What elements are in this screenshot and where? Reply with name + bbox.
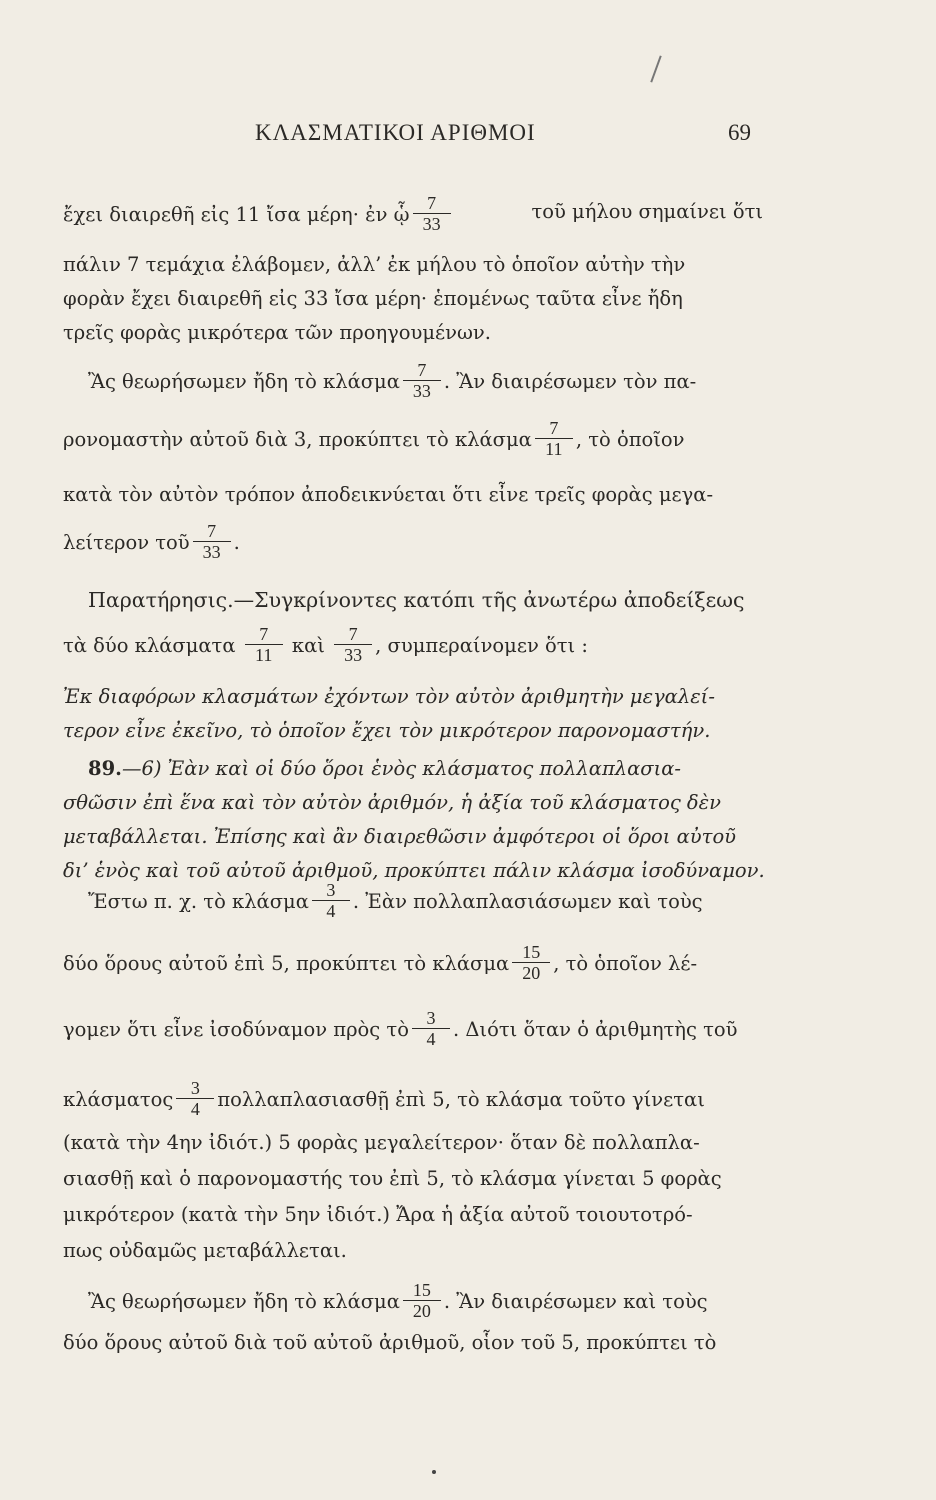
fraction: $\frac{7}{33}$ xyxy=(403,360,441,401)
fraction: $\frac{3}{4}$ xyxy=(176,1078,214,1119)
text-line: Παρατήρησις.—Συγκρίνοντες κατόπι τῆς ἀνωτέρω ἀποδείξεως xyxy=(88,588,745,612)
fraction: $\frac{3}{4}$ xyxy=(412,1008,450,1049)
text-line: κλάσματος $\frac{3}{4}$ πολλαπλασιασθῇ ἐπὶ 5, τὸ κλάσμα τοῦτο γίνεται xyxy=(63,1078,705,1119)
text-line: τὰ δύο κλάσματα $\frac{7}{11}$ καὶ $\frac{7}{33}$ , συμπεραίνομεν ὅτι : xyxy=(63,624,588,665)
text-line: λείτερον τοῦ $\frac{7}{33}$ . xyxy=(63,521,240,562)
text-line: 89.—6) Ἐὰν καὶ οἱ δύο ὅροι ἑνὸς κλάσματος πολλαπλασια- xyxy=(88,757,682,780)
page-number: 69 xyxy=(728,120,751,145)
fraction: $\frac{3}{4}$ xyxy=(312,880,350,921)
text-line: μεταβάλλεται. Ἐπίσης καὶ ἂν διαιρεθῶσιν ἀμφότεροι οἱ ὅροι αὐτοῦ xyxy=(63,825,737,848)
text-line: Ἂς θεωρήσωμεν ἤδη τὸ κλάσμα $\frac{7}{33}$ . Ἂν διαιρέσωμεν τὸν πα- xyxy=(88,360,697,401)
text-line: κατὰ τὸν αὐτὸν τρόπον ἀποδεικνύεται ὅτι εἶνε τρεῖς φορὰς μεγα- xyxy=(63,483,714,506)
section-number: 89. xyxy=(88,757,122,780)
running-header xyxy=(0,120,936,152)
text-line: ρονομαστὴν αὐτοῦ διὰ 3, προκύπτει τὸ κλάσμα $\frac{7}{11}$ , τὸ ὁποῖον xyxy=(63,418,685,459)
pencil-mark xyxy=(650,56,661,83)
fraction: $\frac{7}{33}$ xyxy=(193,521,231,562)
text-line: δι’ ἑνὸς καὶ τοῦ αὐτοῦ ἀριθμοῦ, προκύπτει πάλιν κλάσμα ἰσοδύναμον. xyxy=(63,859,765,882)
text-line: Ἂς θεωρήσωμεν ἤδη τὸ κλάσμα $\frac{15}{20}$ . Ἂν διαιρέσωμεν καὶ τοὺς xyxy=(88,1280,708,1321)
text-line: πως οὐδαμῶς μεταβάλλεται. xyxy=(63,1239,347,1262)
fraction: $\frac{15}{20}$ xyxy=(512,942,550,983)
text-line: τρεῖς φορὰς μικρότερα τῶν προηγουμένων. xyxy=(63,321,491,344)
fraction: $\frac{7}{11}$ xyxy=(535,418,573,459)
text-line: τερον εἶνε ἐκεῖνο, τὸ ὁποῖον ἔχει τὸν μικρότερον παρονομαστήν. xyxy=(63,719,711,742)
text-line: σιασθῇ καὶ ὁ παρονομαστής του ἐπὶ 5, τὸ κλάσμα γίνεται 5 φορὰς xyxy=(63,1167,722,1190)
text-line: ἔχει διαιρεθῆ εἰς 11 ἴσα μέρη· ἐν ᾧ $\frac{7}{33}$ τοῦ μήλου σημαίνει ὅτι xyxy=(63,193,763,234)
printer-dot xyxy=(432,1470,436,1474)
fraction: $\frac{15}{20}$ xyxy=(403,1280,441,1321)
text-line: μικρότερον (κατὰ τὴν 5ην ἰδιότ.) Ἄρα ἡ ἀξία αὐτοῦ τοιουτοτρό- xyxy=(63,1203,693,1226)
header-title: ΚΛΑΣΜΑΤΙΚΟΙ ΑΡΙΘΜΟΙ xyxy=(255,120,536,145)
fraction: $\frac{7}{33}$ xyxy=(413,193,451,234)
text-line: σθῶσιν ἐπὶ ἕνα καὶ τὸν αὐτὸν ἀριθμόν, ἡ ἀξία τοῦ κλάσματος δὲν xyxy=(63,791,721,814)
fraction: $\frac{7}{33}$ xyxy=(334,624,372,665)
text-line: δύο ὅρους αὐτοῦ ἐπὶ 5, προκύπτει τὸ κλάσμα $\frac{15}{20}$ , τὸ ὁποῖον λέ- xyxy=(63,942,698,983)
fraction: $\frac{7}{11}$ xyxy=(245,624,283,665)
text-line: (κατὰ τὴν 4ην ἰδιότ.) 5 φορὰς μεγαλείτερον· ὅταν δὲ πολλαπλα- xyxy=(63,1131,700,1154)
text-line: δύο ὅρους αὐτοῦ διὰ τοῦ αὐτοῦ ἀριθμοῦ, οἷον τοῦ 5, προκύπτει τὸ xyxy=(63,1331,717,1354)
text-line: φορὰν ἔχει διαιρεθῆ εἰς 33 ἴσα μέρη· ἑπομένως ταῦτα εἶνε ἤδη xyxy=(63,287,683,310)
text-line: πάλιν 7 τεμάχια ἐλάβομεν, ἀλλ’ ἐκ μήλου τὸ ὁποῖον αὐτὴν τὴν xyxy=(63,253,686,276)
text-line: Ἐκ διαφόρων κλασμάτων ἐχόντων τὸν αὐτὸν ἀριθμητὴν μεγαλεί- xyxy=(63,685,715,708)
text-line: Ἔστω π. χ. τὸ κλάσμα $\frac{3}{4}$ . Ἐὰν πολλαπλασιάσωμεν καὶ τοὺς xyxy=(88,880,703,921)
text-line: γομεν ὅτι εἶνε ἰσοδύναμον πρὸς τὸ $\frac{3}{4}$ . Διότι ὅταν ὁ ἀριθμητὴς τοῦ xyxy=(63,1008,738,1049)
